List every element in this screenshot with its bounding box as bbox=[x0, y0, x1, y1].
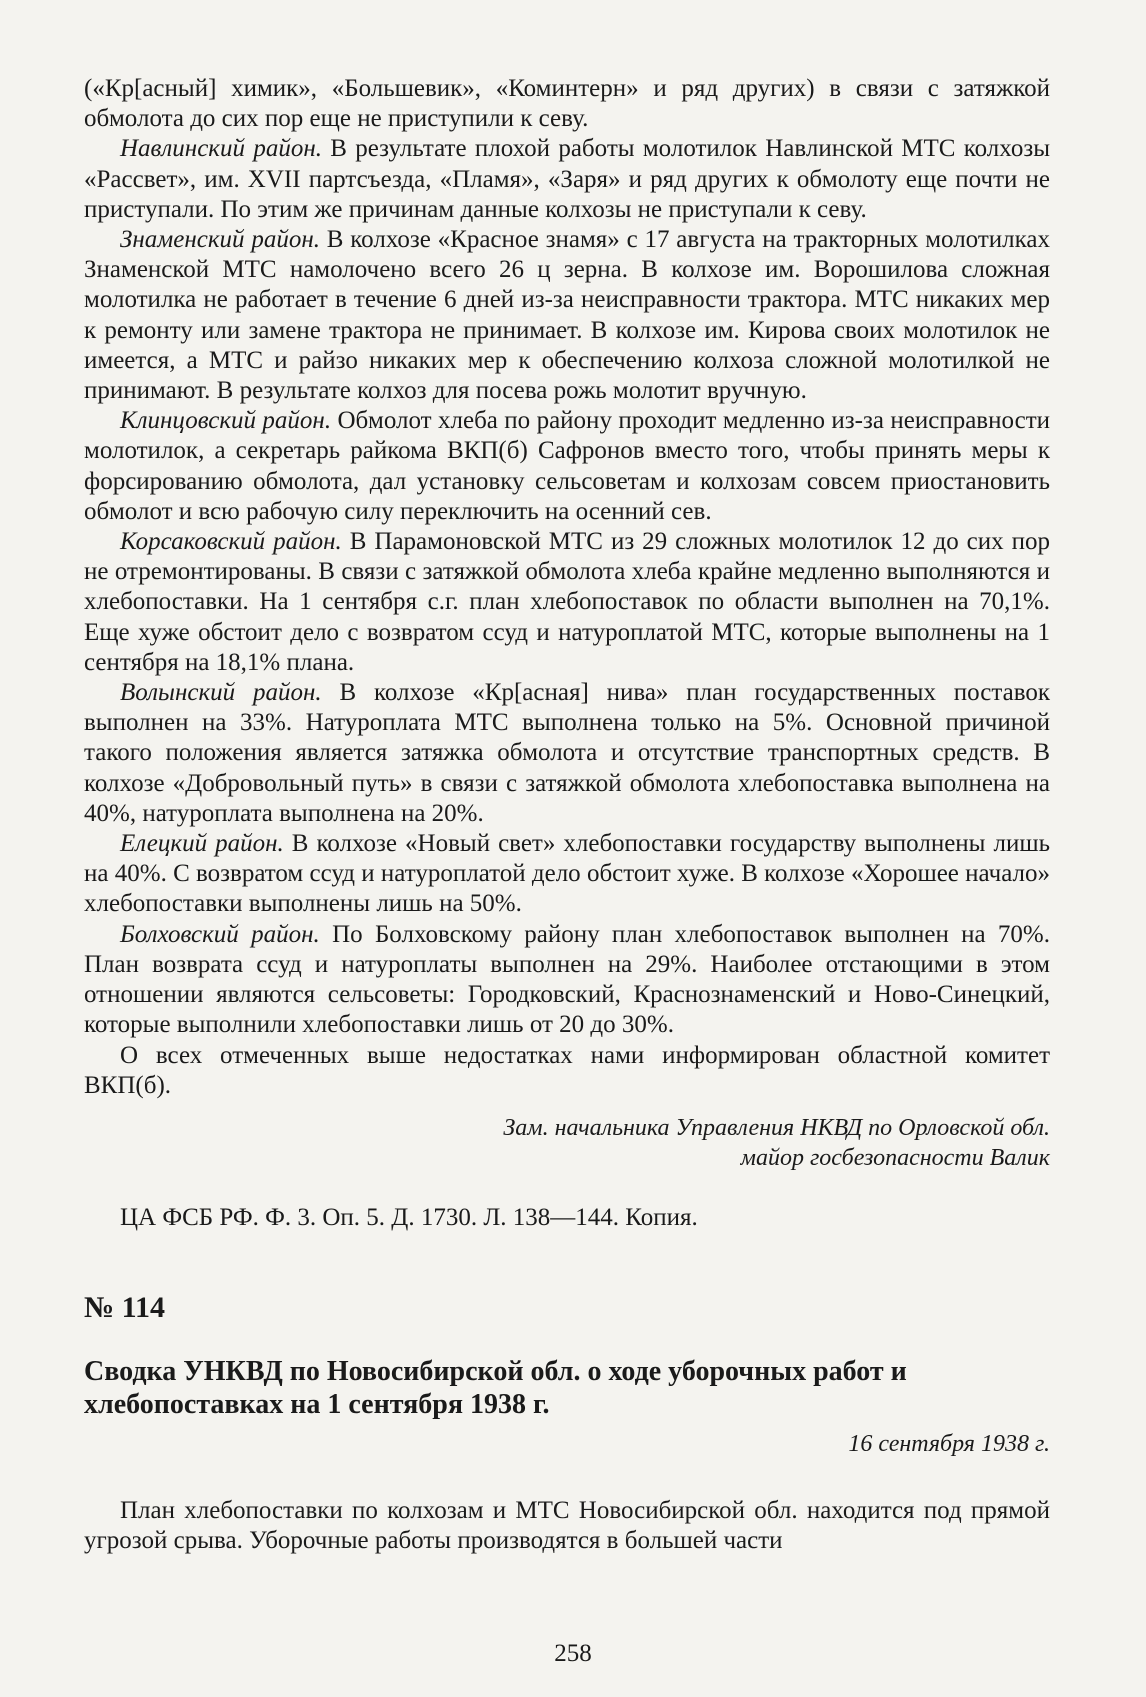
paragraph-text: О всех отмеченных выше недостатках нами информирован областной комитет ВКП(б). bbox=[84, 1041, 1050, 1099]
document-date: 16 сентября 1938 г. bbox=[848, 1430, 1050, 1457]
paragraph-text: В Парамоновской МТС из 29 сложных молотилок 12 до сих пор не отремонтированы. В связи с затяжкой обмолота хлеба крайне медленно выполняются и хлебопоставки. На 1 сентября с.г. план хлебопоставок по области выполнен на 70,1%. Еще хуже обстоит дело с возвратом ссуд и натуроплатой МТС, которые выполнены на 1 сентября на 18,1% плана. bbox=[84, 528, 1051, 676]
signature-name: майор госбезопасности Валик bbox=[740, 1144, 1050, 1171]
paragraph-klintsovsky bbox=[84, 406, 1050, 527]
archive-reference: ЦА ФСБ РФ. Ф. 3. Оп. 5. Д. 1730. Л. 138—144. Копия. bbox=[120, 1203, 698, 1231]
paragraph-korsakovsky bbox=[84, 527, 1050, 678]
paragraph-text: («Кр[асный] химик», «Большевик», «Коминтерн» и ряд других) в связи с затяжкой обмолота до сих пор еще не приступили к севу. bbox=[84, 75, 1050, 133]
document-intro bbox=[84, 1496, 1050, 1556]
paragraph-znamensky bbox=[84, 225, 1050, 406]
signature-title: Зам. начальника Управления НКВД по Орловской обл. bbox=[503, 1114, 1050, 1141]
paragraph-bolkhovsky bbox=[84, 920, 1050, 1041]
document-number: № 114 bbox=[84, 1290, 165, 1324]
page-number: 258 bbox=[554, 1640, 592, 1667]
paragraph-text: В колхозе «Кр[асная] нива» план государственных поставок выполнен на 33%. Натуроплата МТС выполнена только на 5%. Основной причиной такого положения является затяжка обмолота и отсутствие транспортных средств. В колхозе «Добровольный путь» в связи с затяжкой обмолота хлебопоставка выполнена на 40%, натуроплата выполнена на 20%. bbox=[84, 679, 1050, 827]
paragraph-text: В результате плохой работы молотилок Навлинской МТС колхозы «Рассвет», им. XVII партсъезда, «Пламя», «Заря» и ряд других к обмолоту еще почти не приступали. По этим же причинам данные колхозы не приступали к севу. bbox=[84, 135, 1050, 223]
paragraph-text: По Болховскому району план хлебопоставок выполнен на 70%. План возврата ссуд и натуроплаты выполнен на 29%. Наиболее отстающими в этом отношении являются сельсоветы: Городковский, Краснознаменский и Ново-Синецкий, которые выполнили хлебопоставки лишь от 20 до 30%. bbox=[84, 920, 1050, 1039]
paragraph-closing bbox=[84, 1041, 1050, 1101]
district-name: Волынский район. bbox=[120, 679, 322, 707]
district-name: Корсаковский район. bbox=[120, 528, 342, 556]
paragraph-text: В колхозе «Красное знамя» с 17 августа на тракторных молотилках Знаменской МТС намолочено всего 26 ц зерна. В колхозе им. Ворошилова сложная молотилка не работает в течение 6 дней из-за неисправности трактора. МТС никаких мер к ремонту или замене трактора не принимает. В колхозе им. Кирова своих молотилок не имеется, а МТС и райзо никаких мер к обеспечению колхоза сложной молотилкой не принимают. В результате колхоз для посева рожь молотит вручную. bbox=[84, 226, 1050, 405]
document-title: Сводка УНКВД по Новосибирской обл. о ходе уборочных работ и хлебопоставках на 1 сентября 1938 г. bbox=[84, 1355, 907, 1420]
paragraph-volynsky bbox=[84, 678, 1050, 829]
paragraph-text: План хлебопоставки по колхозам и МТС Новосибирской обл. находится под прямой угрозой срыва. Уборочные работы производятся в большей части bbox=[84, 1496, 1050, 1555]
paragraph-continuation bbox=[84, 74, 1050, 134]
paragraph-navlinsky bbox=[84, 134, 1050, 225]
district-name: Клинцовский район. bbox=[120, 407, 332, 435]
district-name: Навлинский район. bbox=[120, 135, 322, 163]
paragraph-text: Обмолот хлеба по району проходит медленно из-за неисправности молотилок, а секретарь райкома ВКП(б) Сафронов вместо того, чтобы принять меры к форсированию обмолота, дал установку сельсоветам и колхозам совсем приостановить обмолот и всю рабочую силу переключить на осенний сев. bbox=[84, 407, 1050, 525]
district-name: Болховский район. bbox=[120, 920, 320, 948]
signature-block bbox=[84, 1113, 1050, 1173]
district-name: Елецкий район. bbox=[120, 830, 284, 858]
paragraph-text: В колхозе «Новый свет» хлебопоставки государству выполнены лишь на 40%. С возвратом ссуд и натуроплатой дело обстоит хуже. В колхозе «Хорошее начало» хлебопоставки выполнены лишь на 50%. bbox=[84, 830, 1050, 918]
district-name: Знаменский район. bbox=[120, 226, 320, 254]
paragraph-eletsky bbox=[84, 829, 1050, 920]
